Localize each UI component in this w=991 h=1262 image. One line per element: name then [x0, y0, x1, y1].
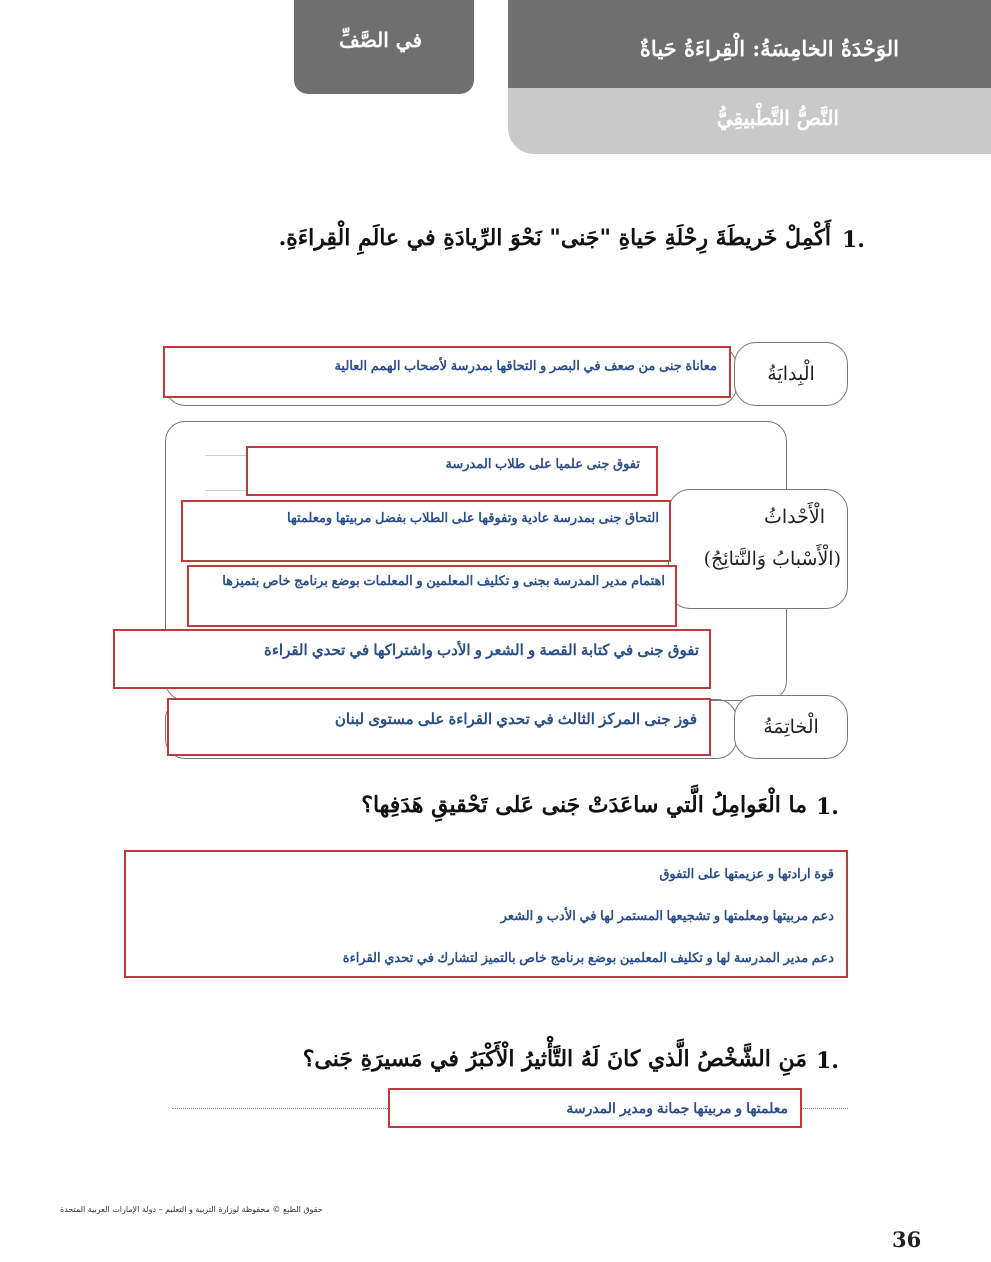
event-answer-box-2[interactable]: [181, 500, 671, 562]
question2-text: ما الْعَوامِلُ الَّتي ساعَدَتْ جَنى عَلى تَحْقيقِ هَدَفِها؟: [361, 792, 807, 818]
question3-text: مَنِ الشَّخْصُ الَّذي كانَ لَهُ التَّأْثيرُ الْأَكْبَرُ في مَسيرَةِ جَنى؟: [302, 1046, 807, 1072]
question2-answer-2: دعم مربيتها ومعلمتها و تشجيعها المستمر لها في الأدب و الشعر: [500, 908, 834, 923]
question2-answer-box[interactable]: [124, 850, 848, 978]
event-answer-box-1[interactable]: [246, 446, 658, 496]
ending-answer: فوز جنى المركز الثالث في تحدي القراءة على مستوى لبنان: [334, 711, 697, 728]
lesson-title: النَّصُّ التَّطْبيقِيُّ: [716, 106, 839, 130]
event-answer-2: التحاق جنى بمدرسة عادية وتفوقها على الطلاب بفضل مربيتها ومعلمتها: [287, 510, 659, 525]
question3-number: 1.: [816, 1048, 839, 1074]
beginning-answer: معاناة جنى من صعف في البصر و التحاقها بمدرسة لأصحاب الهمم العالية: [334, 358, 717, 373]
question3-answer: معلمتها و مربيتها جمانة ومدير المدرسة: [566, 1100, 788, 1116]
event-answer-3: اهتمام مدير المدرسة بجنى و تكليف المعلمين و المعلمات بوضع برنامج خاص بتميزها: [222, 573, 665, 588]
ending-label: الْخاتِمَةُ: [734, 695, 848, 759]
question2-answer-3: دعم مدير المدرسة لها و تكليف المعلمين بوضع برنامج خاص بالتميز لتشارك في تحدي القراءة: [342, 950, 834, 965]
section-tab-label: في الصَّفِّ: [339, 28, 422, 52]
event-answer-box-3[interactable]: [187, 565, 677, 627]
unit-title: الوَحْدَةُ الخامِسَةُ: الْقِراءَةُ حَياةٌ: [639, 36, 899, 61]
question2-answer-1: قوة ارادتها و عزيمتها على التفوق: [659, 866, 834, 881]
question3-answer-box[interactable]: [388, 1088, 802, 1128]
events-label: الْأَحْداثُ (الْأَسْبابُ وَالنَّتائِجُ): [668, 489, 848, 609]
event-answer-1: تفوق جنى علميا على طلاب المدرسة: [445, 456, 640, 471]
beginning-answer-box[interactable]: [163, 346, 731, 398]
copyright-notice: حقوق الطبع © محفوظة لوزارة التربية و التعليم – دولة الإمارات العربية المتحدة: [60, 1205, 323, 1214]
question1-number: 1.: [842, 227, 865, 253]
question2-number: 1.: [816, 794, 839, 820]
section-tab: [294, 0, 474, 94]
beginning-label: الْبِدايَةُ: [734, 342, 848, 406]
page-number: 36: [892, 1227, 922, 1252]
ending-answer-box[interactable]: [167, 698, 711, 756]
event-answer-4: تفوق جنى في كتابة القصة و الشعر و الأدب واشتراكها في تحدي القراءة: [263, 642, 699, 659]
event-answer-box-4[interactable]: [113, 629, 711, 689]
question1-text: أَكْمِلْ خَريطَةَ رِحْلَةِ حَياةِ "جَنى" نَحْوَ الرِّيادَةِ في عالَمِ الْقِراءَةِ.: [278, 225, 831, 251]
